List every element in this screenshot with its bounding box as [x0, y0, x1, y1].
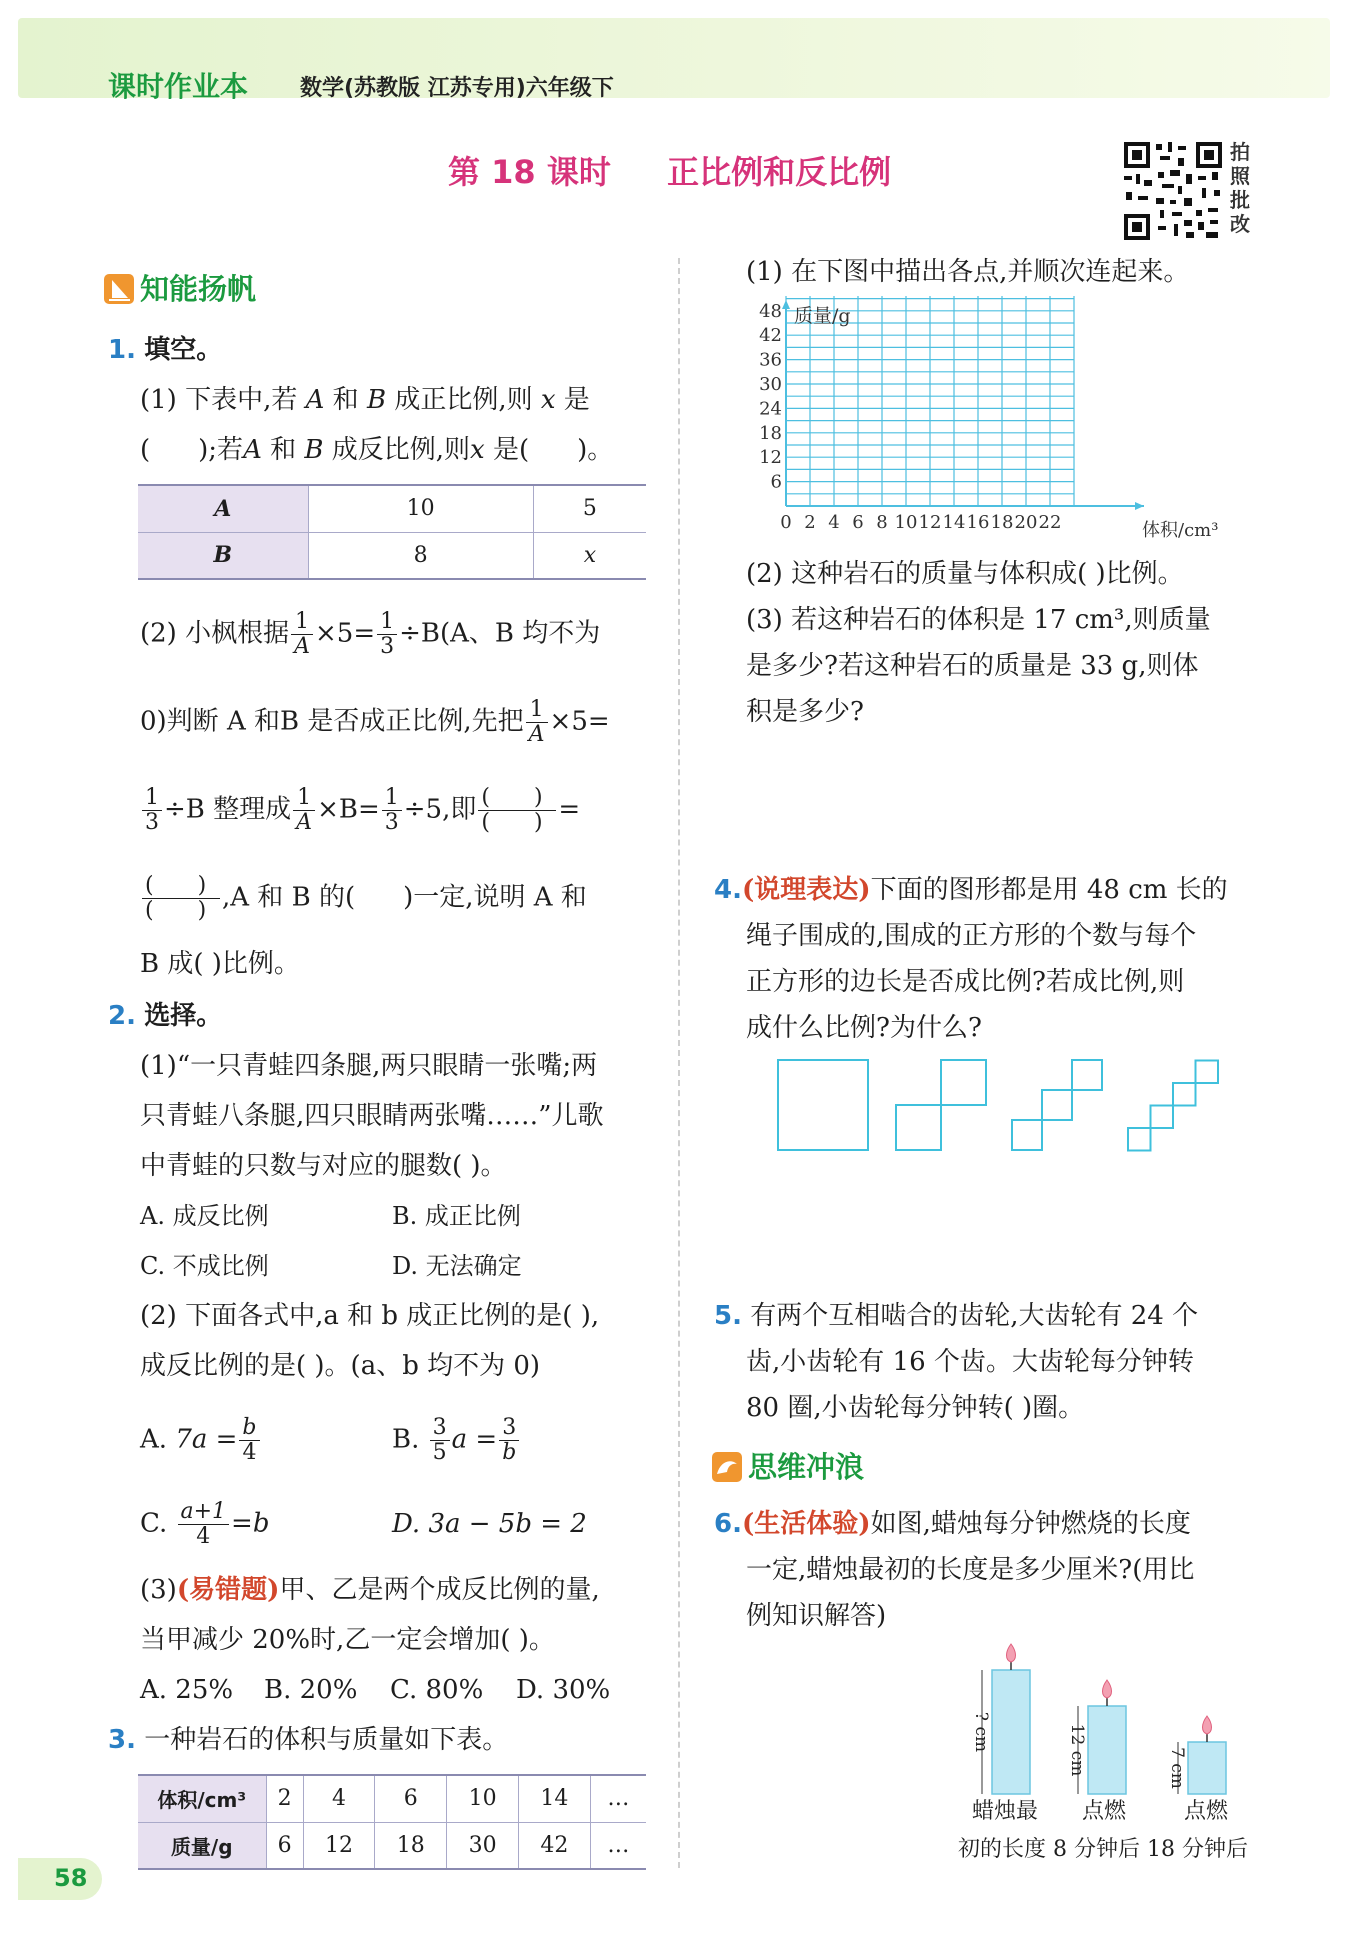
q2-p3-opt-b[interactable]: B. 20% [264, 1675, 358, 1705]
q2-p2-line2: 成反比例的是( )。(a、b 均不为 0) [140, 1351, 541, 1381]
square-figures [774, 1056, 1234, 1156]
x-axis-arrow [1135, 502, 1144, 510]
table-cell: 14 [518, 1776, 590, 1822]
q1-p1-line2: ( );若A 和 B 成反比例,则x 是( )。 [140, 435, 614, 465]
q2-opt-d[interactable]: D. 无法确定 [392, 1252, 522, 1280]
y-tick-label: 30 [759, 374, 782, 395]
x-tick-label: 20 [1014, 512, 1038, 533]
q2-p3-opt-c[interactable]: C. 80% [390, 1675, 484, 1705]
q2-p1-line1: (1)“一只青蛙四条腿,两只眼睛一张嘴;两 [140, 1051, 598, 1081]
q6-line2: 一定,蜡烛最初的长度是多少厘米?(用比 [746, 1555, 1195, 1585]
x-tick-label: 6 [852, 512, 864, 533]
table-row [138, 1822, 646, 1868]
q3-p2: (2) 这种岩石的质量与体积成( )比例。 [746, 559, 1184, 589]
table-cell: 4 [303, 1776, 375, 1822]
y-tick-label: 48 [759, 300, 782, 322]
q5-line1: 5. 有两个互相啮合的齿轮,大齿轮有 24 个 [714, 1301, 1199, 1331]
table-cell: 6 [375, 1776, 447, 1822]
x-tick-label: 4 [828, 512, 840, 533]
y-tick-label: 18 [759, 422, 782, 444]
q2-opt-b[interactable]: B. 成正比例 [392, 1202, 521, 1230]
q1-p2-line2: 0)判断 A 和B 是否成正比例,先把 $\frac{1}{A}$ ×5= [140, 697, 610, 747]
candle-length-unknown: ? cm [971, 1711, 991, 1753]
table-cell: … [607, 1832, 630, 1858]
y-tick-label: 42 [759, 325, 782, 347]
qr-label: 拍 照 批 改 [1230, 140, 1250, 236]
x-tick-label: 16 [966, 512, 990, 533]
y-tick-label: 6 [770, 471, 782, 493]
x-tick-label: 22 [1038, 512, 1062, 533]
q3-p3-line1: (3) 若这种岩石的体积是 17 cm³,则质量 [746, 605, 1211, 635]
section-sail-icon [104, 274, 134, 304]
q2-p2-line1: (2) 下面各式中,a 和 b 成正比例的是( ), [140, 1301, 600, 1331]
table-head-mass: 质量/g [138, 1822, 266, 1868]
x-tick-label: 0 [780, 512, 792, 533]
q2-p3-line2: 当甲减少 20%时,乙一定会增加( )。 [140, 1625, 555, 1655]
x-tick-label: 2 [804, 512, 816, 533]
section-title-siwei: 思维冲浪 [748, 1450, 865, 1484]
grid-lines [786, 296, 1074, 506]
x-tick-label: 12 [918, 512, 942, 533]
q4-line1: 4.(说理表达)下面的图形都是用 48 cm 长的 [714, 875, 1228, 905]
q3-p1: (1) 在下图中描出各点,并顺次连起来。 [746, 257, 1190, 287]
table-cell: 5 [533, 486, 646, 532]
table-cell: … [590, 1776, 646, 1822]
q2-p2-opt-d[interactable]: D. 3a − 5b = 2 [392, 1509, 587, 1539]
y-tick-label: 36 [759, 349, 782, 371]
table-head-b: B [138, 532, 308, 578]
q4-line4: 成什么比例?为什么? [746, 1013, 982, 1043]
y-tick-label [759, 296, 782, 297]
candle-original [971, 1644, 1030, 1794]
q3-p3-line3: 积是多少? [746, 697, 864, 727]
table-row [138, 486, 646, 532]
axes [782, 300, 1144, 510]
section-wave-icon [712, 1452, 742, 1482]
q2-opt-a[interactable]: A. 成反比例 [140, 1202, 269, 1230]
q1-p2-line4: $\frac{( )}{( )}$ ,A 和 B 的( )一定,说明 A 和 [140, 874, 587, 923]
q4-line3: 正方形的边长是否成比例?若成比例,则 [746, 967, 1185, 997]
table-cell: 42 [518, 1822, 590, 1868]
x-tick-label: 8 [876, 512, 888, 533]
q1-p2-line1: (2) 小枫根据 $\frac{1}{A}$ ×5= $\frac{1}{3}$ ÷B(A、B 均不为 [140, 609, 601, 659]
square-one [778, 1060, 868, 1150]
q2-p2-opt-b[interactable]: B. $\frac{3}{5}$ a = $\frac{3}{b}$ [392, 1416, 521, 1465]
y-tick-label: 12 [759, 447, 782, 469]
table-row [138, 1776, 646, 1822]
table-head-volume: 体积/cm³ [138, 1776, 266, 1822]
y-tick-label: 24 [759, 398, 782, 420]
page-number: 58 [54, 1864, 88, 1892]
x-tick-label: 18 [990, 512, 1014, 533]
squares-two [896, 1060, 986, 1150]
candle-caption-row2: 初的长度 8 分钟后 18 分钟后 [958, 1837, 1248, 1862]
table-cell: 8 [308, 532, 533, 578]
lesson-title [448, 152, 891, 192]
section-title-zhineng: 知能扬帆 [140, 272, 257, 306]
rock-table-frame [138, 1774, 646, 1870]
column-divider [678, 258, 680, 1868]
candle-after-8min [1067, 1680, 1126, 1794]
y-axis-arrow [782, 300, 790, 309]
q2-p2-opt-c[interactable]: C. $\frac{a+1}{4}$ =b [140, 1499, 270, 1549]
squares-four [1128, 1061, 1218, 1151]
squares-three [1012, 1060, 1102, 1150]
table-cell: 18 [375, 1822, 447, 1868]
candle-length-7: 7 cm [1167, 1747, 1187, 1789]
q2-p3-opt-a[interactable]: A. 25% [140, 1675, 234, 1705]
candle-after-18min [1167, 1716, 1226, 1794]
candle-caption-3: 点燃 [1184, 1799, 1229, 1824]
brand-name: 课时作业本 [108, 70, 249, 103]
candle-caption-2: 点燃 [1082, 1799, 1127, 1824]
table-cell: x [583, 542, 597, 568]
q2-p3-opt-d[interactable]: D. 30% [516, 1675, 611, 1705]
q2-opt-c[interactable]: C. 不成比例 [140, 1252, 269, 1280]
q2-p1-line3: 中青蛙的只数与对应的腿数( )。 [140, 1151, 507, 1181]
q4-line2: 绳子围成的,围成的正方形的个数与每个 [746, 921, 1197, 951]
lesson-name: 正比例和反比例 [667, 153, 892, 191]
lesson-number: 第 18 课时 [448, 153, 611, 191]
x-axis-label: 体积/cm³ [1142, 520, 1219, 541]
table-cell: 10 [308, 486, 533, 532]
blank-grid-chart[interactable] [740, 296, 1260, 546]
qr-code[interactable] [1122, 140, 1224, 242]
q5-line2: 齿,小齿轮有 16 个齿。大齿轮每分钟转 [746, 1347, 1194, 1377]
table-cell: 2 [266, 1776, 303, 1822]
x-tick-label: 10 [894, 512, 918, 533]
q6-line3: 例知识解答) [746, 1601, 887, 1631]
q1-p2-line5: B 成( )比例。 [140, 949, 300, 979]
q1-heading: 1. 填空。 [108, 335, 223, 365]
table-cell: 10 [447, 1776, 519, 1822]
table-cell: 12 [303, 1822, 375, 1868]
candle-caption-1: 蜡烛最 [972, 1799, 1039, 1824]
q3-p3-line2: 是多少?若这种岩石的质量是 33 g,则体 [746, 651, 1199, 681]
x-tick-label: 14 [942, 512, 966, 533]
q2-p1-line2: 只青蛙八条腿,四只眼睛两张嘴……”儿歌 [140, 1101, 604, 1131]
table-head-a: A [138, 486, 308, 532]
table-cell: 6 [266, 1822, 303, 1868]
book-subtitle: 数学(苏教版 江苏专用)六年级下 [300, 76, 614, 101]
q6-line1: 6.(生活体验)如图,蜡烛每分钟燃烧的长度 [714, 1509, 1191, 1539]
ab-table [138, 486, 646, 578]
rock-table [138, 1776, 646, 1868]
q3-heading: 3. 一种岩石的体积与质量如下表。 [108, 1725, 509, 1755]
q1-p1-line1: (1) 下表中,若 A 和 B 成正比例,则 x 是 [140, 385, 590, 415]
tick-labels [759, 296, 1061, 533]
q5-line3: 80 圈,小齿轮每分钟转( )圈。 [746, 1393, 1085, 1423]
q2-heading: 2. 选择。 [108, 1001, 223, 1031]
y-axis-label: 质量/g [794, 305, 851, 327]
table-cell: 30 [447, 1822, 519, 1868]
table-row [138, 532, 646, 578]
q1-p2-line3: $\frac{1}{3}$ ÷B 整理成 $\frac{1}{A}$ ×B= $\frac{1}{3}$ ÷5,即 $\frac{( )}{( )}$ = [140, 786, 580, 835]
ab-table-frame [138, 484, 646, 580]
candle-length-12: 12 cm [1067, 1723, 1087, 1777]
candles-figure [956, 1640, 1256, 1800]
q2-p3-line1: (3)(易错题)甲、乙是两个成反比例的量, [140, 1575, 600, 1605]
q2-p2-opt-a[interactable]: A. 7a = $\frac{b}{4}$ [140, 1416, 262, 1465]
